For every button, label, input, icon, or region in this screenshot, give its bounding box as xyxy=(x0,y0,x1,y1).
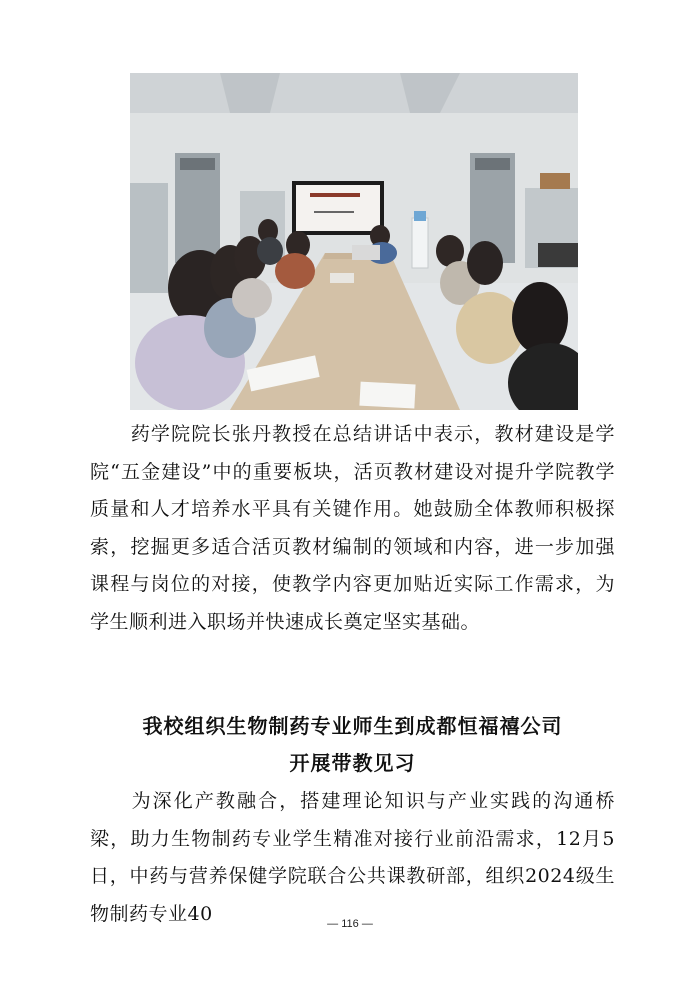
paragraph2-text: 为深化产教融合，搭建理论知识与产业实践的沟通桥梁，助力生物制药专业学生精准对接行业前沿需求，12月5日，中药与营养保健学院联合公共课教研部，组织2024级生物制药专业40 xyxy=(90,790,615,925)
paragraph1-text: 药学院院长张丹教授在总结讲话中表示，教材建设是学院“五金建设”中的重要板块，活页教材建设对提升学院教学质量和人才培养水平具有关键作用。她鼓励全体教师积极探索，挖掘更多适合活页教材编制的领域和内容，进一步加强课程与岗位的对接，使教学内容更加贴近实际工作需求，为学生顺利进入职场并快速成长奠定坚实基础。 xyxy=(90,423,615,633)
meeting-photo-illustration xyxy=(130,73,578,410)
article-intro-paragraph xyxy=(90,783,615,933)
article-title-line1: 我校组织生物制药专业师生到成都恒福禧公司 xyxy=(142,714,563,738)
page-number: — 116 — xyxy=(327,918,373,930)
article-title-line2: 开展带教见习 xyxy=(289,751,416,775)
closing-remarks-paragraph xyxy=(90,416,615,641)
meeting-photo xyxy=(130,73,578,410)
